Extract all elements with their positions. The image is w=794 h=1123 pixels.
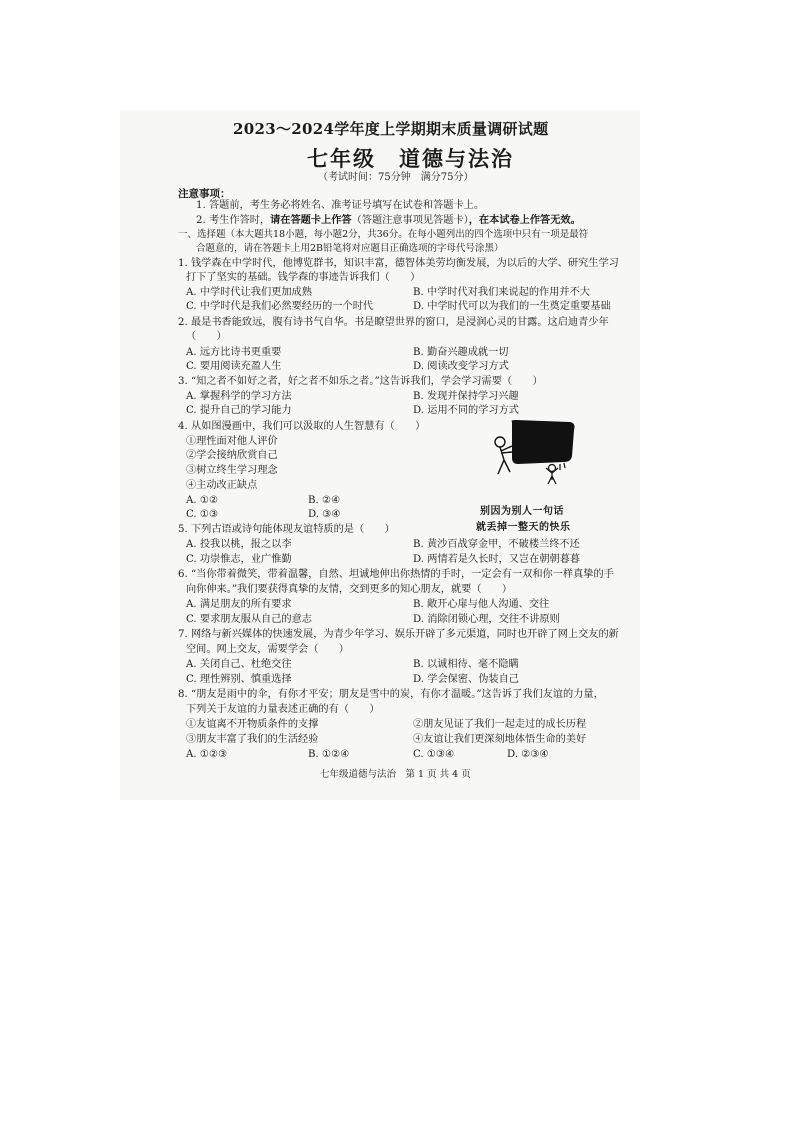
question-8-option-c: C. ①③④ — [413, 749, 455, 760]
question-3-option-a: A. 掌握科学的学习方法 — [186, 391, 292, 402]
question-8-statement-3: ③朋友丰富了我们的生活经验 — [186, 734, 319, 745]
question-2-option-c: C. 要用阅读充盈人生 — [186, 361, 282, 372]
question-4-statement-1: ①理性面对他人评价 — [186, 436, 278, 447]
question-4-stem: 4. 从如图漫画中，我们可以汲取的人生智慧有（ ） — [178, 421, 426, 432]
question-4-option-d: D. ③④ — [308, 509, 341, 520]
question-7-option-d: D. 学会保密、伪装自己 — [413, 674, 519, 685]
question-2-option-a: A. 远方比诗书更重要 — [186, 347, 282, 358]
question-7-option-b: B. 以诚相待、毫不隐瞒 — [413, 659, 519, 670]
notice-item-1: 1. 答题前，考生务必将姓名、准考证号填写在试卷和答题卡上。 — [196, 200, 485, 211]
question-4-option-a: A. ①② — [186, 495, 219, 506]
question-6-option-a: A. 满足朋友的所有要求 — [186, 599, 292, 610]
question-5-option-c: C. 功崇惟志，业广惟勤 — [186, 554, 292, 565]
question-8-option-b: B. ①②④ — [308, 749, 350, 760]
question-8-stem: 8. “朋友是雨中的伞，有你才平安；朋友是雪中的炭，有你才温暖。”这告诉了我们友谊的力量， — [178, 689, 604, 700]
question-4-statement-4: ④主动改正缺点 — [186, 480, 258, 491]
question-1-stem: 1. 钱学森在中学时代，他博览群书，知识丰富，德智体美劳均衡发展，为以后的大学、研究生学习 — [178, 258, 619, 269]
question-7-stem-cont: 空间。网上交友，需要学会（ ） — [186, 644, 349, 655]
question-3-option-d: D. 运用不同的学习方式 — [413, 405, 519, 416]
page-footer: 七年级道德与法治 第 1 页 共 4 页 — [320, 769, 471, 780]
question-5-option-b: B. 黄沙百战穿金甲，不破楼兰终不还 — [413, 539, 580, 550]
section-heading-cont: 合题意的，请在答题卡上用2B铅笔将对应题目正确选项的字母代号涂黑） — [196, 243, 504, 254]
question-8-stem-cont: 下列关于友谊的力量表述正确的有（ ） — [186, 704, 380, 715]
question-2-option-d: D. 阅读改变学习方式 — [413, 361, 509, 372]
exam-title: 2023～2024学年度上学期期末质量调研试题 — [233, 120, 549, 138]
question-2-stem-cont: （ ） — [186, 331, 227, 342]
question-6-stem-cont: 向你伸来。”我们要获得真挚的友情，交到更多的知心朋友，就要（ ） — [186, 584, 513, 595]
question-4-option-b: B. ②④ — [308, 495, 341, 506]
question-7-option-a: A. 关闭自己、杜绝交往 — [186, 659, 292, 670]
time-info: （考试时间：75分钟 满分75分） — [318, 172, 474, 183]
question-8-statement-4: ④友谊让我们更深刻地体悟生命的美好 — [413, 734, 587, 745]
question-1-option-b: B. 中学时代对我们来说起的作用并不大 — [413, 287, 590, 298]
cartoon-caption-1: 别因为别人一句话 — [480, 506, 564, 517]
subject-title: 七年级 道德与法治 — [307, 146, 514, 171]
question-1-option-c: C. 中学时代是我们必然要经历的一个时代 — [186, 301, 374, 312]
question-8-option-a: A. ①②③ — [186, 749, 228, 760]
question-2-stem: 2. 最是书香能致远，腹有诗书气自华。书是瞭望世界的窗口，是浸润心灵的甘露。这启迪青少年 — [178, 317, 609, 328]
question-6-option-b: B. 敞开心扉与他人沟通、交往 — [413, 599, 550, 610]
question-1-option-d: D. 中学时代可以为我们的一生奠定重要基础 — [413, 301, 611, 312]
cartoon-caption-2: 就丢掉一整天的快乐 — [476, 522, 571, 533]
question-7-stem: 7. 网络与新兴媒体的快速发展，为青少年学习、娱乐开辟了多元渠道，同时也开辟了网上交友的新 — [178, 629, 619, 640]
question-2-option-b: B. 勤奋兴趣成就一切 — [413, 347, 509, 358]
question-8-option-d: D. ②③④ — [507, 749, 549, 760]
section-heading: 一、选择题（本大题共18小题，每小题2分，共36分。在每小题列出的四个选项中只有一项是最符 — [178, 229, 589, 240]
question-7-option-c: C. 理性辨别、慎重选择 — [186, 674, 292, 685]
notice-heading: 注意事项： — [178, 188, 231, 200]
question-4-statement-2: ②学会接纳欣赏自己 — [186, 450, 278, 461]
question-5-stem: 5. 下列古语或诗句能体现友谊特质的是（ ） — [178, 524, 395, 535]
question-5-option-a: A. 投我以桃，报之以李 — [186, 539, 292, 550]
question-1-option-a: A. 中学时代让我们更加成熟 — [186, 287, 312, 298]
question-3-stem: 3. “知之者不如好之者，好之者不如乐之者。”这告诉我们，学会学习需要（ ） — [178, 376, 543, 387]
question-3-option-b: B. 发现并保持学习兴趣 — [413, 391, 519, 402]
question-5-option-d: D. 两情若是久长时，又岂在朝朝暮暮 — [413, 554, 581, 565]
cartoon-illustration — [472, 418, 580, 486]
question-3-option-c: C. 提升自己的学习能力 — [186, 405, 292, 416]
question-6-option-d: D. 消除闭锁心理，交往不讲原则 — [413, 614, 560, 625]
question-4-statement-3: ③树立终生学习理念 — [186, 465, 278, 476]
notice-item-2: 2. 考生作答时，请在答题卡上作答（答题注意事项见答题卡），在本试卷上作答无效。 — [196, 214, 581, 226]
question-6-stem: 6. “当你带着微笑，带着温馨，自然、坦诚地伸出你热情的手时，一定会有一双和你一样真挚的手 — [178, 569, 614, 580]
question-8-statement-1: ①友谊离不开物质条件的支撑 — [186, 719, 319, 730]
question-4-option-c: C. ①③ — [186, 509, 219, 520]
question-1-stem-cont: 打下了坚实的基础。钱学森的事迹告诉我们（ ） — [186, 272, 421, 283]
question-6-option-c: C. 要求朋友服从自己的意志 — [186, 614, 312, 625]
question-8-statement-2: ②朋友见证了我们一起走过的成长历程 — [413, 719, 587, 730]
